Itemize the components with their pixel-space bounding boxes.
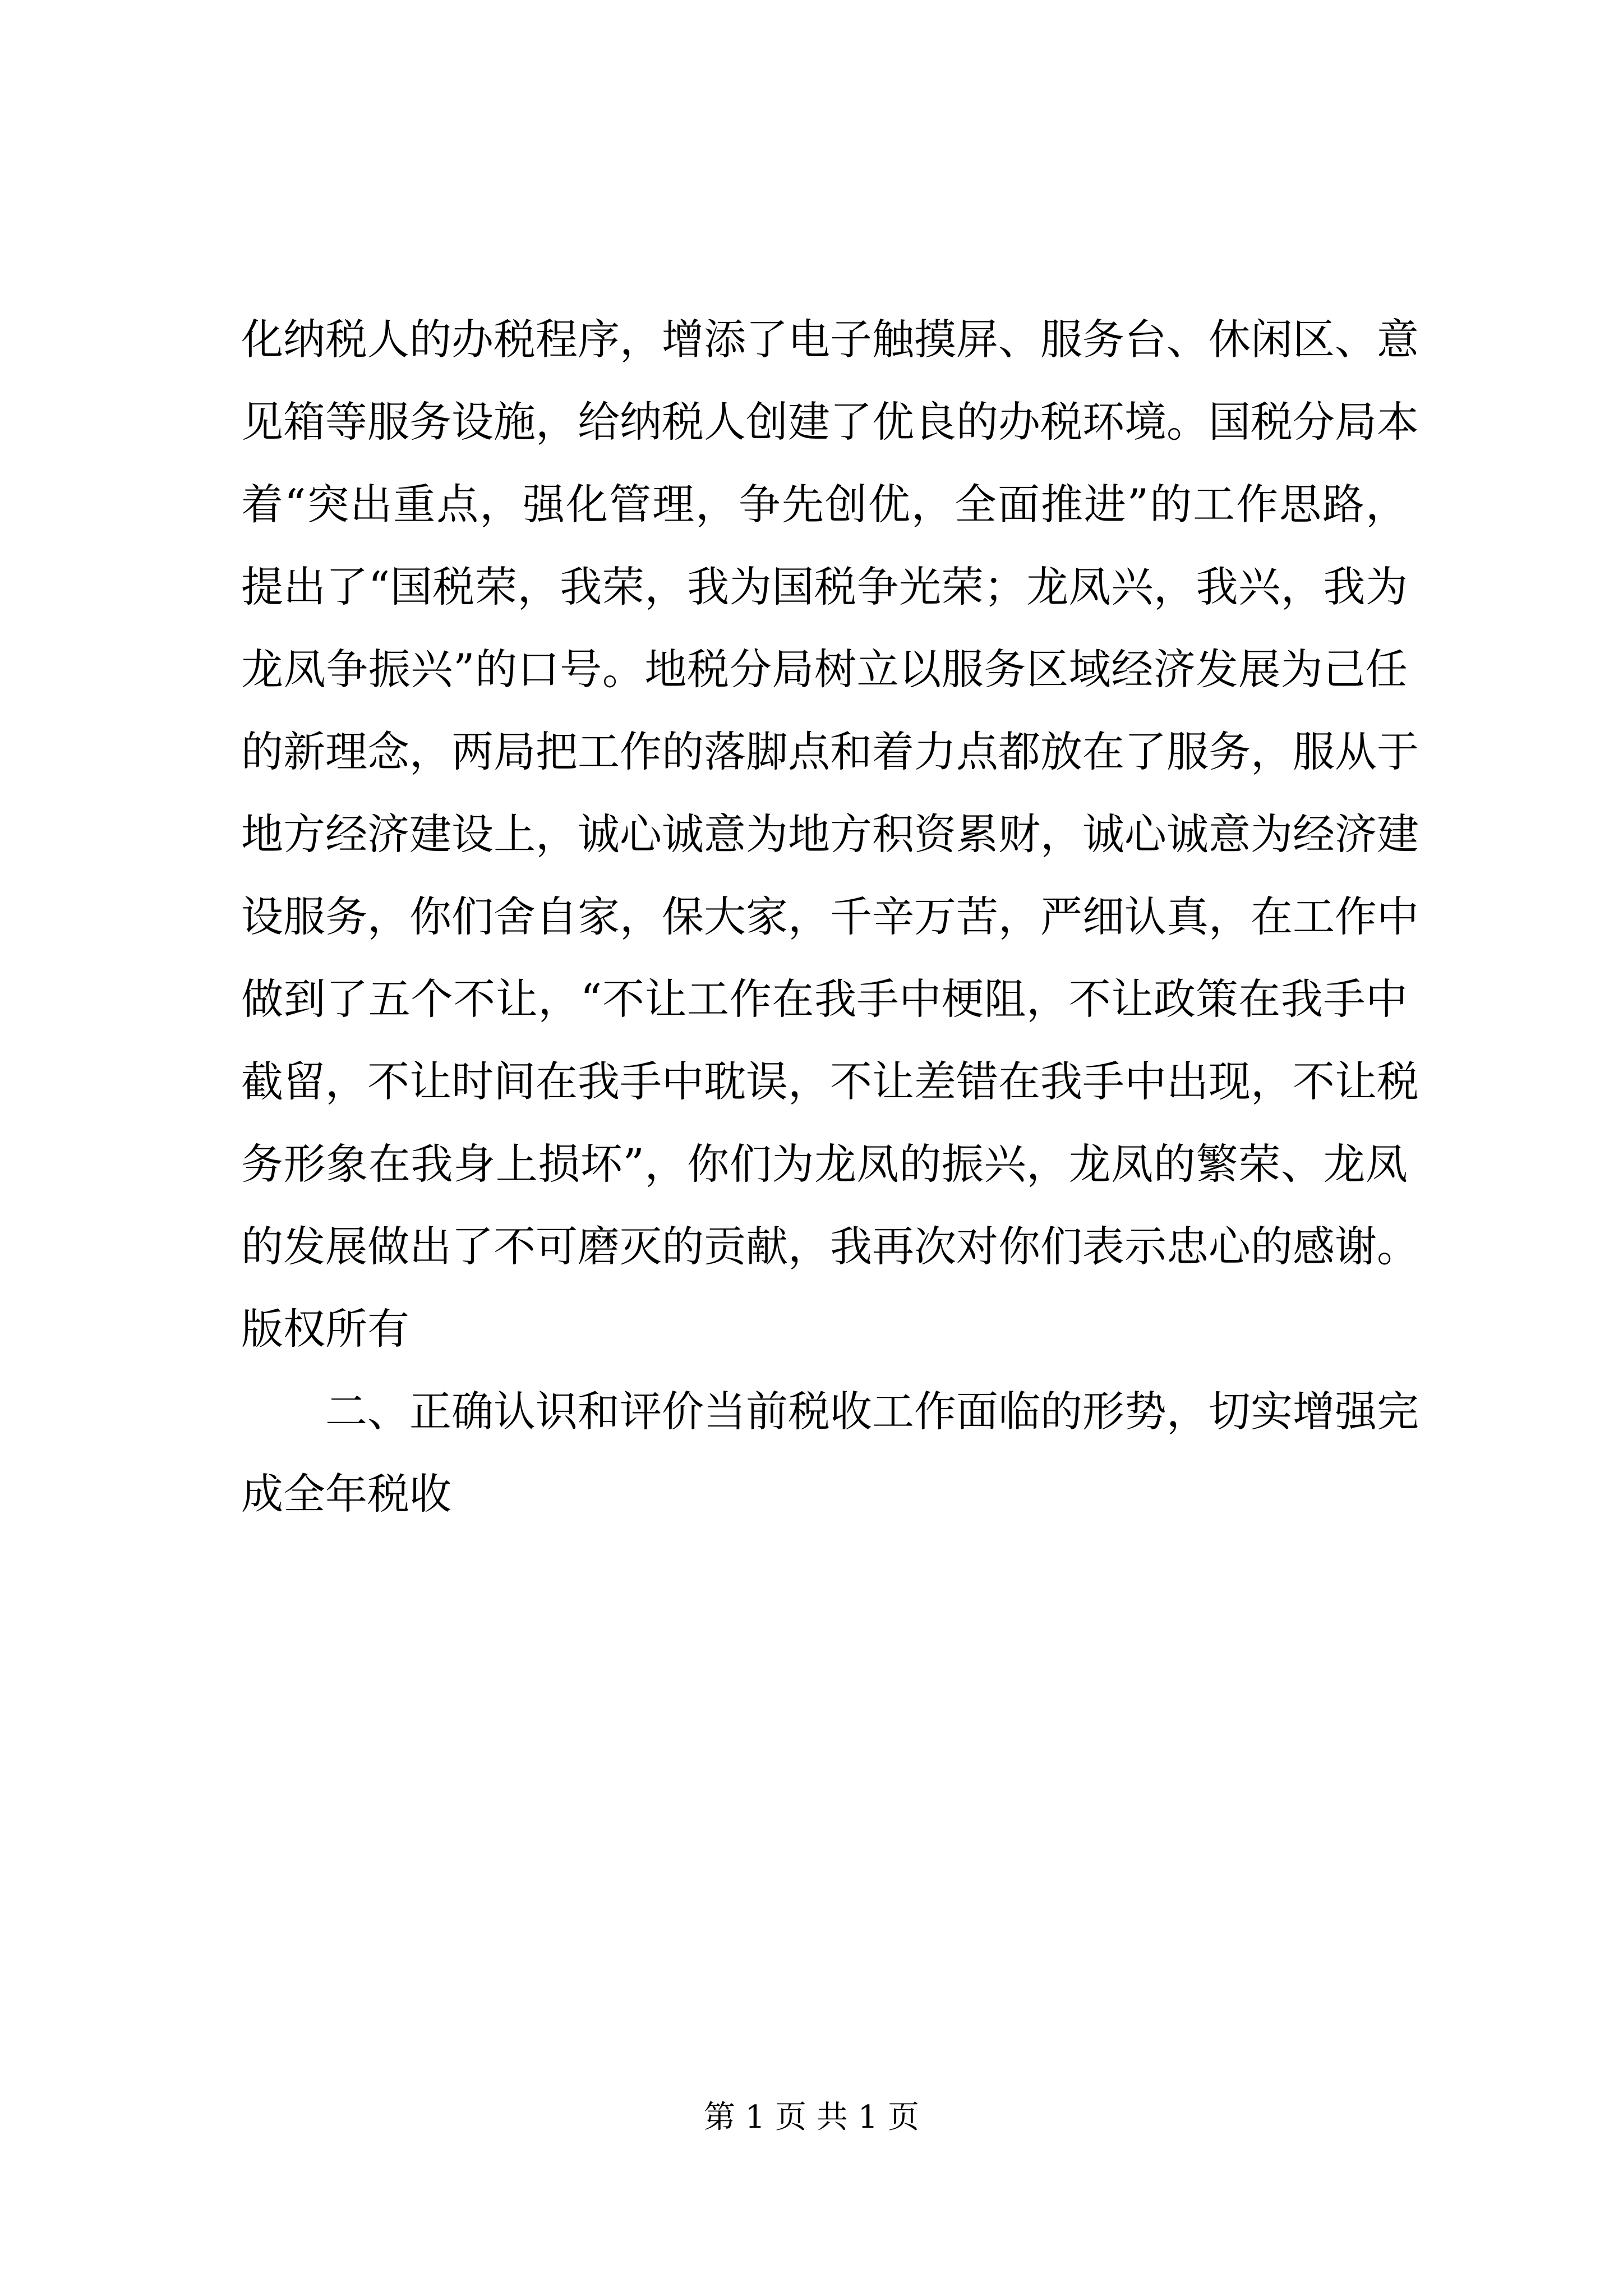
section-heading-line: 成全年税收 xyxy=(241,1469,452,1519)
text-line: 龙凤争振兴”的口号。地税分局树立以服务区域经济发展为己任 xyxy=(241,645,1408,694)
text-line: 的发展做出了不可磨灭的贡献，我再次对你们表示忠心的感谢。 xyxy=(241,1222,1419,1271)
document-body xyxy=(241,298,1419,1535)
text-line: 版权所有 xyxy=(241,1304,410,1354)
section-heading-line: 二、正确认识和评价当前税收工作面临的形势，切实增强完 xyxy=(325,1387,1419,1436)
text-line: 见箱等服务设施，给纳税人创建了优良的办税环境。国税分局本 xyxy=(241,397,1419,447)
page-footer xyxy=(0,2095,1623,2140)
paragraph-1 xyxy=(241,298,1419,1370)
text-line: 提出了“国税荣，我荣，我为国税争光荣；龙凤兴，我兴，我为 xyxy=(241,562,1408,611)
text-line: 务形象在我身上损坏”，你们为龙凤的振兴，龙凤的繁荣、龙凤 xyxy=(241,1139,1408,1189)
text-line: 地方经济建设上，诚心诚意为地方积资累财，诚心诚意为经济建 xyxy=(241,809,1419,859)
text-line: 截留，不让时间在我手中耽误，不让差错在我手中出现，不让税 xyxy=(241,1057,1419,1106)
page-number-label: 第 1 页 共 1 页 xyxy=(703,2099,920,2136)
text-line: 设服务，你们舍自家，保大家，千辛万苦，严细认真，在工作中 xyxy=(241,892,1419,941)
text-line: 做到了五个不让，“不让工作在我手中梗阻，不让政策在我手中 xyxy=(241,974,1408,1024)
paragraph-2 xyxy=(241,1370,1419,1535)
text-line: 的新理念，两局把工作的落脚点和着力点都放在了服务，服从于 xyxy=(241,727,1419,776)
text-line: 化纳税人的办税程序，增添了电子触摸屏、服务台、休闲区、意 xyxy=(241,315,1419,364)
text-line: 着“突出重点，强化管理，争先创优，全面推进”的工作思路， xyxy=(241,480,1408,529)
